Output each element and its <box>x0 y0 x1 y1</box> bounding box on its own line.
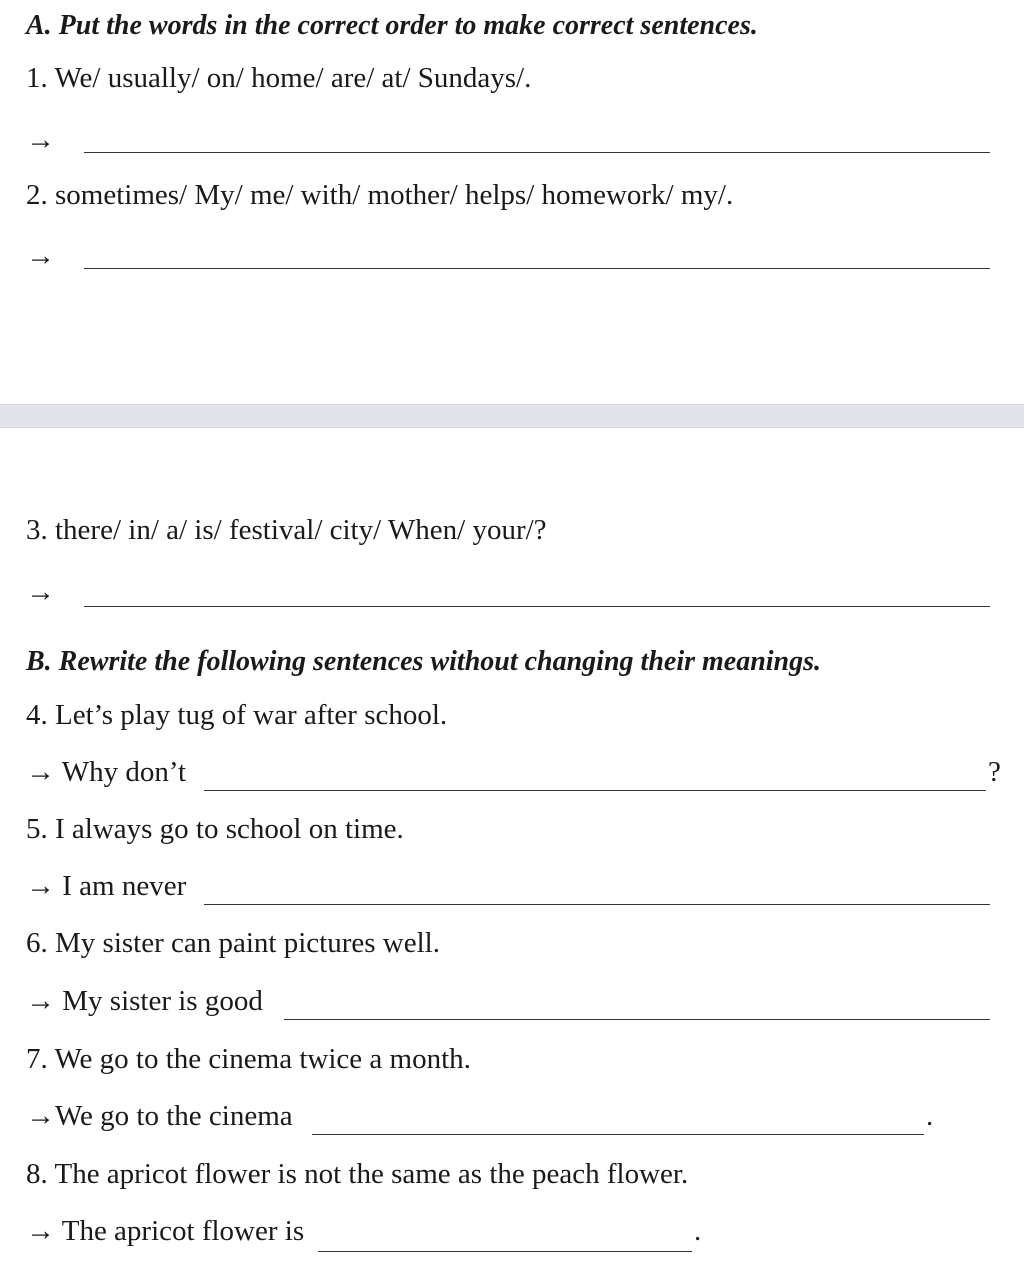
question-5-answer-row <box>26 870 992 910</box>
page-break-divider <box>0 404 1024 428</box>
arrow-icon: → <box>26 240 55 272</box>
answer-blank-5[interactable] <box>204 904 990 905</box>
question-3-answer-row <box>26 576 992 616</box>
answer-blank-1[interactable] <box>84 152 990 153</box>
answer-blank-8[interactable] <box>318 1251 692 1252</box>
question-7-answer-row <box>26 1100 992 1140</box>
question-6-prompt: 6. My sister can paint pictures well. <box>26 927 440 959</box>
question-8-prompt: 8. The apricot flower is not the same as the peach flower. <box>26 1158 689 1190</box>
answer-prefix: → I am never <box>26 870 187 902</box>
question-5-prompt: 5. I always go to school on time. <box>26 813 404 845</box>
answer-blank-7[interactable] <box>312 1134 924 1135</box>
question-2-answer-row <box>26 240 992 280</box>
question-4-prompt: 4. Let’s play tug of war after school. <box>26 699 448 731</box>
section-a-title: A. Put the words in the correct order to make correct sentences. <box>26 10 758 41</box>
answer-blank-2[interactable] <box>84 268 990 269</box>
answer-prefix: → Why don’t <box>26 756 187 788</box>
answer-blank-6[interactable] <box>284 1019 990 1020</box>
answer-suffix: ? <box>988 756 1001 788</box>
answer-suffix: . <box>926 1100 934 1132</box>
question-1-answer-row <box>26 124 992 164</box>
answer-blank-4[interactable] <box>204 790 986 791</box>
question-4-answer-row <box>26 756 1001 796</box>
answer-blank-3[interactable] <box>84 606 990 607</box>
question-8-answer-row <box>26 1215 992 1255</box>
arrow-icon: → <box>26 576 55 608</box>
answer-prefix: → The apricot flower is <box>26 1215 305 1247</box>
section-b-title: B. Rewrite the following sentences without changing their meanings. <box>26 646 822 677</box>
question-7-prompt: 7. We go to the cinema twice a month. <box>26 1043 471 1075</box>
arrow-icon: → <box>26 124 55 156</box>
question-2-prompt: 2. sometimes/ My/ me/ with/ mother/ helps/ homework/ my/. <box>26 179 734 211</box>
answer-suffix: . <box>694 1215 702 1247</box>
question-6-answer-row <box>26 985 992 1025</box>
answer-prefix: →We go to the cinema <box>26 1100 293 1132</box>
question-3-prompt: 3. there/ in/ a/ is/ festival/ city/ When/ your/? <box>26 514 547 546</box>
question-1-prompt: 1. We/ usually/ on/ home/ are/ at/ Sundays/. <box>26 62 532 94</box>
answer-prefix: → My sister is good <box>26 985 263 1017</box>
